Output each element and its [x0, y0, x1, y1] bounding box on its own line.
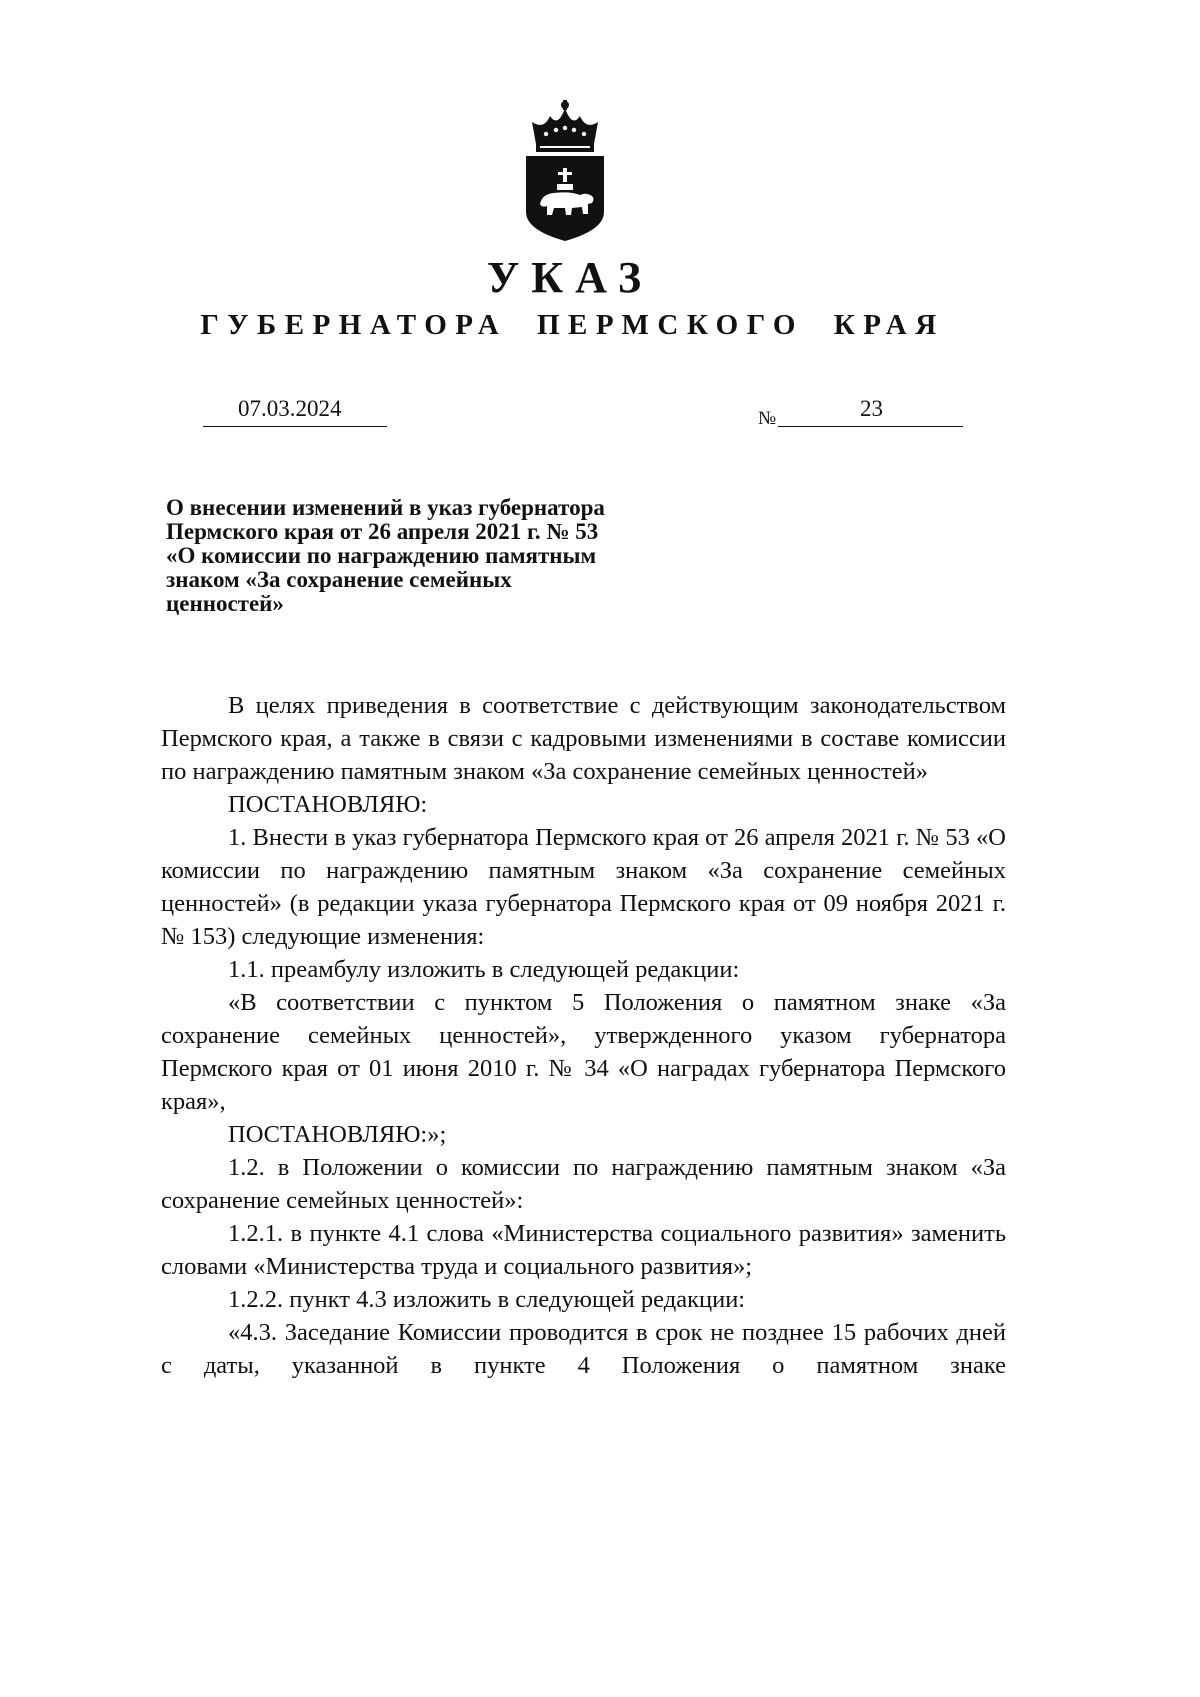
- item-1-2-paragraph: 1.2. в Положении о комиссии по награждению памятным знаком «За сохранение семейных ценностей»:: [161, 1154, 1006, 1214]
- preamble-paragraph: В целях приведения в соответствие с действующим законодательством Пермского края, а также в связи с кадровыми изменениями в составе комиссии по награждению памятным знаком «За сохранение семейных ценностей»: [161, 692, 1006, 785]
- subject-line: знаком «За сохранение семейных: [166, 567, 512, 592]
- coat-of-arms-icon: [522, 100, 608, 242]
- subject-line: О внесении изменений в указ губернатора: [166, 495, 605, 520]
- number-sign: №: [758, 408, 777, 429]
- decree-number: 23: [860, 396, 883, 421]
- item-4-3-paragraph: «4.3. Заседание Комиссии проводится в срок не позднее 15 рабочих дней с даты, указанной в пункте 4 Положения о памятном знаке: [161, 1319, 1006, 1379]
- decree-body: [161, 689, 1006, 1382]
- item-1-paragraph: 1. Внести в указ губернатора Пермского края от 26 апреля 2021 г. № 53 «О комиссии по награждению памятным знаком «За сохранение семейных ценностей» (в редакции указа губернатора Пермского края от 09 ноября 2021 г. № 153) следующие изменения:: [161, 824, 1006, 950]
- decree-title: УКАЗ: [486, 253, 654, 302]
- quoted-preamble-paragraph: «В соответствии с пунктом 5 Положения о памятном знаке «За сохранение семейных ценностей», утвержденного указом губернатора Пермского края от 01 июня 2010 г. № 34 «О наградах губернатора Пермского края»,: [161, 989, 1006, 1115]
- decree-date: 07.03.2024: [238, 396, 342, 421]
- date-underline: [203, 426, 387, 427]
- subject-line: ценностей»: [166, 591, 284, 616]
- resolve-heading: ПОСТАНОВЛЯЮ:: [228, 791, 428, 818]
- item-1-2-2-paragraph: 1.2.2. пункт 4.3 изложить в следующей редакции:: [228, 1286, 746, 1313]
- decree-issuer: ГУБЕРНАТОРА ПЕРМСКОГО КРАЯ: [200, 309, 945, 341]
- subject-line: «О комиссии по награждению памятным: [166, 543, 597, 568]
- subject-line: Пермского края от 26 апреля 2021 г. № 53: [166, 519, 599, 544]
- quoted-resolve-heading: ПОСТАНОВЛЯЮ:»;: [228, 1121, 447, 1148]
- item-1-1-paragraph: 1.1. преамбулу изложить в следующей редакции:: [228, 956, 740, 983]
- item-1-2-1-paragraph: 1.2.1. в пункте 4.1 слова «Министерства социального развития» заменить словами «Министерства труда и социального развития»;: [161, 1220, 1006, 1280]
- number-underline: [778, 426, 963, 427]
- decree-subject: [166, 496, 686, 616]
